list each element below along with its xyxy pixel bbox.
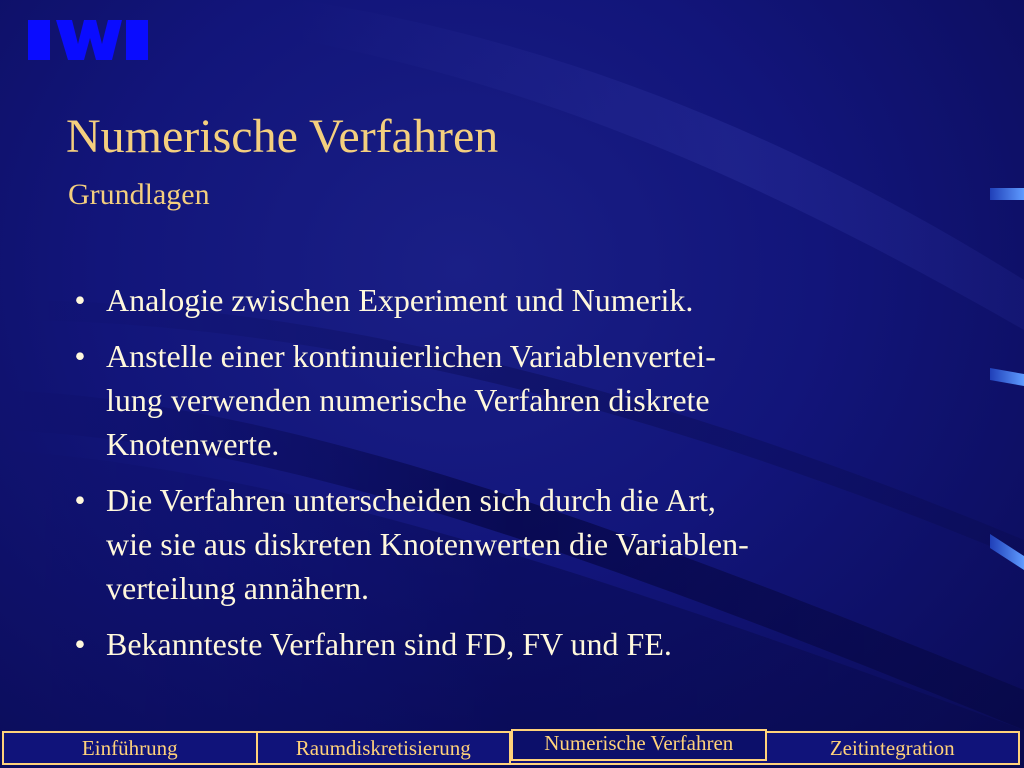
bullet-line: Anstelle einer kontinuierlichen Variablenvertei- bbox=[106, 338, 716, 374]
bullet-line: Bekannteste Verfahren sind FD, FV und FE. bbox=[106, 626, 672, 662]
bullet-list bbox=[64, 278, 924, 678]
iwi-logo bbox=[26, 18, 150, 62]
nav-tab-einfuehrung[interactable]: Einführung bbox=[4, 733, 258, 763]
bullet-marker: • bbox=[74, 338, 86, 374]
bullet-marker: • bbox=[74, 282, 86, 318]
bullet-line: Analogie zwischen Experiment und Numerik. bbox=[106, 282, 694, 318]
bullet-marker: • bbox=[74, 626, 86, 662]
bullet-text bbox=[106, 334, 924, 466]
bullet-line: lung verwenden numerische Verfahren diskrete bbox=[106, 382, 710, 418]
bullet-item bbox=[64, 334, 924, 466]
bullet-item bbox=[64, 622, 924, 666]
bullet-line: Knotenwerte. bbox=[106, 426, 280, 462]
nav-tab-numerische-verfahren[interactable]: Numerische Verfahren bbox=[511, 729, 767, 761]
nav-tab-zeitintegration[interactable]: Zeitintegration bbox=[829, 736, 955, 760]
bullet-text bbox=[106, 278, 924, 322]
nav-tab-raumdiskretisierung[interactable]: Raumdiskretisierung bbox=[258, 733, 512, 763]
bullet-item bbox=[64, 278, 924, 322]
bullet-line: Die Verfahren unterscheiden sich durch die Art, bbox=[106, 482, 716, 518]
side-accent-marks bbox=[984, 0, 1024, 768]
bullet-line: wie sie aus diskreten Knotenwerten die Variablen- bbox=[106, 526, 749, 562]
bullet-text bbox=[106, 478, 924, 610]
slide-title: Numerische Verfahren bbox=[66, 110, 499, 163]
slide-subtitle: Grundlagen bbox=[68, 178, 210, 211]
bullet-line: verteilung annähern. bbox=[106, 570, 369, 606]
section-navigation bbox=[2, 731, 1020, 765]
bullet-item bbox=[64, 478, 924, 610]
bullet-text bbox=[106, 622, 924, 666]
bullet-marker: • bbox=[74, 482, 86, 518]
